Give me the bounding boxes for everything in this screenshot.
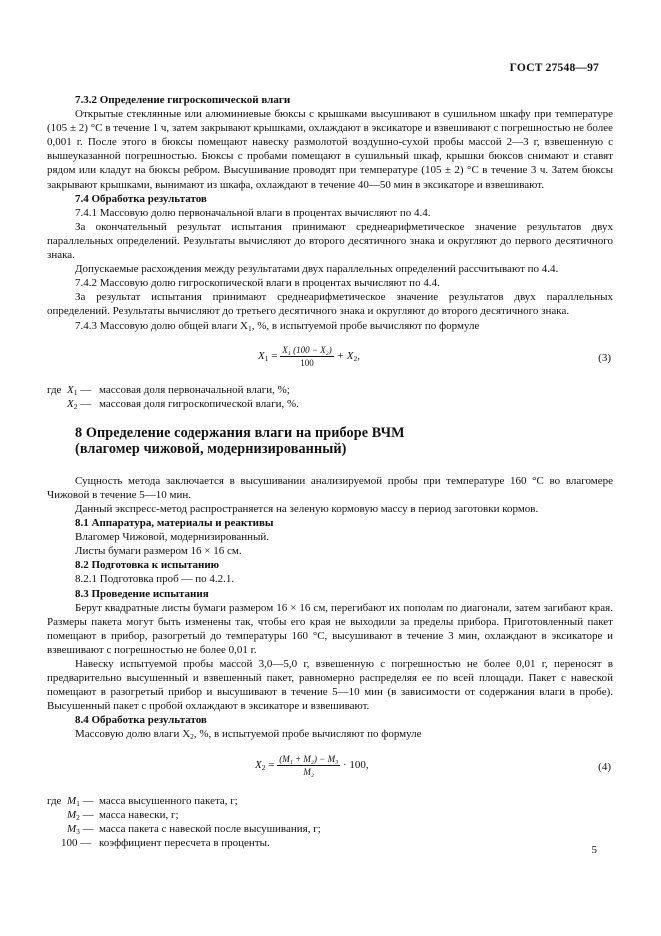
formula-3-fraction: $\frac{\text{X₁ (100 − X₂)}}{100}$: [282, 344, 332, 368]
paragraph-7-4-1: 7.4.1 Массовую долю первоначальной влаги в процентах вычисляют по 4.4.: [75, 206, 431, 219]
section-8-3-heading: 8.3 Проведение испытания: [75, 587, 209, 600]
paragraph-8-3-packet: Берут квадратные листы бумаги размером 16 × 16 см, перегибают их пополам по диагонали, затем загибают края. Размеры пакета могут быть изменены так, чтобы его края не выходили за пределы прибора. Приготовленный пакет помещают в прибор, разогретый до температуры 160 °С, высушивают в течение 3 мин, охлаждают в эксикаторе и взвешивают с погрешностью не более 0,01 г.: [47, 601, 613, 656]
formula-4-definitions: [47, 794, 613, 850]
section-8-scope: Данный экспресс-метод распространяется на зеленую кормовую массу в период заготовки кормов.: [75, 502, 539, 515]
definition-row: $M_3$ — масса пакета с навеской после высушивания, г;: [67, 822, 321, 836]
definition-row: 100 — коэффициент пересчета в проценты.: [61, 836, 270, 849]
formula-4: $X_2$ = $\frac{\text{(M₁ + M₂) − M₃}}{\text{M₂}}$ · 100, (4): [255, 753, 611, 777]
paragraph-7-4-2-result: За результат испытания принимают среднеарифметическое значение результатов двух параллельных определений. Результаты вычисляют до третьего десятичного знака и округляют до второго десятичного знака.: [47, 291, 613, 318]
doc-code-header: ГОСТ 27548—97: [509, 62, 599, 74]
apparatus-item: Влагомер Чижовой, модернизированный.: [75, 531, 270, 544]
formula-4-fraction: $\frac{\text{(M₁ + M₂) − M₃}}{\text{M₂}}$: [279, 753, 339, 777]
section-8-1-heading: 8.1 Аппаратура, материалы и реактивы: [75, 517, 274, 530]
formula-3-number: (3): [598, 351, 611, 364]
paragraph-7-4-2: 7.4.2 Массовую долю гигроскопической влаги в процентах вычисляют по 4.4.: [75, 277, 440, 290]
section-8-2-heading: 8.2 Подготовка к испытанию: [75, 559, 220, 572]
section-8-heading: 8 Определение содержания влаги на приборе ВЧМ (влагомер чижовой, модернизированный): [75, 424, 405, 458]
page-number: 5: [591, 844, 597, 856]
page-content: [47, 93, 613, 858]
paragraph-8-3-sample: Навеску испытуемой пробы массой 3,0—5,0 г, взвешенную с погрешностью не более 0,01 г, переносят в предварительно высушенный и взвешенный пакет, равномерно распределяя ее по всей площади. Пакет с навеской помещают в разогретый прибор и высушивают в течение 5—10 мин (в зависимости от содержания влаги в пробе). Высушенный пакет с пробой охлаждают в эксикаторе и взвешивают.: [47, 658, 613, 713]
section-8-principle: Сущность метода заключается в высушивании анализируемой пробы при температуре 160 °С во влагомере Чижовой в течение 5—10 мин.: [47, 474, 613, 501]
section-7-3-2-heading: 7.3.2 Определение гигроскопической влаги: [75, 94, 291, 106]
paragraph-7-4-1-result: За окончательный результат испытания принимают среднеарифметическое значение результатов двух параллельных определений. Результаты вычисляют до второго десятичного знака и округляют до первого десятичного знака.: [47, 220, 613, 262]
paragraph-7-4-1-tolerance: Допускаемые расхождения между результатами двух параллельных определений рассчитывают по 4.4.: [75, 263, 559, 276]
paragraph-8-4: Массовую долю влаги $X_2$, %, в испытуемой пробе вычисляют по формуле: [75, 728, 422, 742]
definition-row: где $M_1$ — масса высушенного пакета, г;: [47, 794, 238, 808]
definition-row: где $X_1$ — массовая доля первоначальной влаги, %;: [47, 383, 290, 397]
section-7-4-heading: 7.4 Обработка результатов: [75, 192, 207, 205]
formula-3: $X_1$ = $\frac{\text{X₁ (100 − X₂)}}{100}$ + $X_2$, (3): [258, 344, 611, 368]
section-8-4-heading: 8.4 Обработка результатов: [75, 714, 207, 727]
section-7-3-2-text: Открытые стеклянные или алюминиевые бюксы с крышками высушивают в сушильном шкафу при температуре (105 ± 2) °С в течение 1 ч, затем закрывают крышками, охлаждают в эксикаторе и взвешивают с погрешностью не более 0,001 г. После этого в бюксы помещают навеску размолотой воздушно-сухой пробы массой 2—3 г, взвешенную с вышеуказанной погрешностью. Бюксы с пробами помещают в сушильный шкаф, крышки бюксов снимают и ставят рядом или кладут на бюксы ребром. Высушивание проводят при температуре (105 ± 2) °С в течение 3 ч. Затем бюксы закрывают крышками, вынимают из шкафа, охлаждают в течение 40—50 мин в эксикаторе и взвешивают.: [47, 108, 613, 191]
definition-row: $X_2$ — массовая доля гигроскопической влаги, %.: [67, 397, 299, 411]
definition-row: $M_2$ — масса навески, г;: [67, 808, 179, 822]
formula-3-definitions: [47, 383, 613, 411]
apparatus-item: Листы бумаги размером 16 × 16 см.: [75, 545, 242, 558]
paragraph-7-4-3: 7.4.3 Массовую долю общей влаги $X_1$, %, в испытуемой пробе вычисляют по формуле: [75, 319, 480, 333]
formula-4-number: (4): [598, 760, 611, 773]
paragraph-8-2-1: 8.2.1 Подготовка проб — по 4.2.1.: [75, 573, 235, 586]
